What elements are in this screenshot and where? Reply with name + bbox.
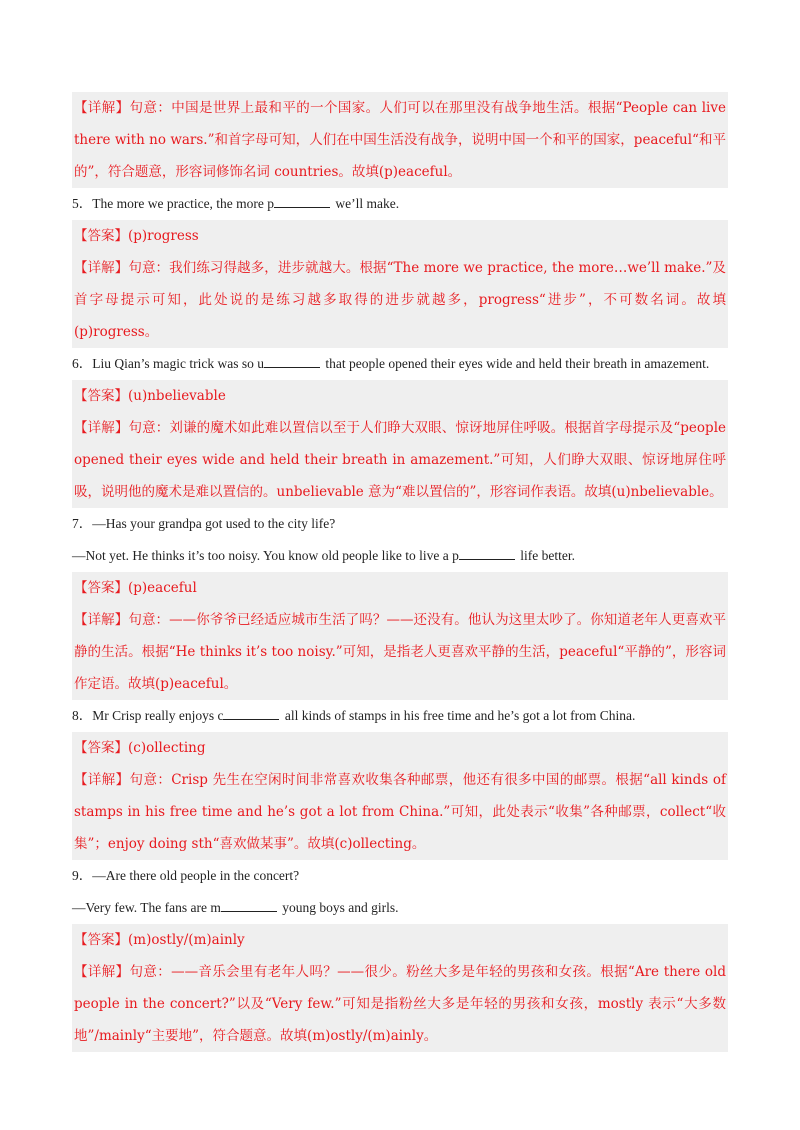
question-8: 8．Mr Crisp really enjoys c all kinds of stamps in his free time and he’s got a lot from China. xyxy=(72,708,636,723)
answer-block: 【答案】(p)eaceful xyxy=(72,572,728,604)
explanation-block: 【详解】句意：刘谦的魔术如此难以置信以至于人们睁大双眼、惊讶地屏住呼吸。根据首字母提示及“people opened their eyes wide and held their breath in amazement.”可知，人们睁大双眼、惊讶地屏住呼吸，说明他的魔术是难以置信的。unbelievable 意为“难以置信的”，形容词作表语。故填(u)nbelievable。 xyxy=(72,412,728,508)
explanation-block: 【详解】句意：——音乐会里有老年人吗？——很少。粉丝大多是年轻的男孩和女孩。根据“Are there old people in the concert?”以及“Very few.”可知是指粉丝大多是年轻的男孩和女孩，mostly 表示“大多数地”/mainly“主要地”，符合题意。故填(m)ostly/(m)ainly。 xyxy=(72,956,728,1052)
question-7-prompt: 7．—Has your grandpa got used to the city life? xyxy=(72,516,336,531)
question-5: 5．The more we practice, the more p we’ll make. xyxy=(72,196,400,211)
answer-block: 【答案】(m)ostly/(m)ainly xyxy=(72,924,728,956)
question-7: —Not yet. He thinks it’s too noisy. You know old people like to live a p life better. xyxy=(72,548,575,563)
answer-blank xyxy=(223,718,279,720)
explanation-block: 【详解】句意：中国是世界上最和平的一个国家。人们可以在那里没有战争地生活。根据“People can live there with no wars.”和首字母可知，人们在中国生活没有战争，说明中国一个和平的国家，peaceful“和平的”，符合题意，形容词修饰名词 countries。故填(p)eaceful。 xyxy=(72,92,728,188)
answer-block: 【答案】(u)nbelievable xyxy=(72,380,728,412)
answer-blank xyxy=(221,910,277,912)
document-page xyxy=(72,92,728,1052)
explanation-block: 【详解】句意：——你爷爷已经适应城市生活了吗？——还没有。他认为这里太吵了。你知道老年人更喜欢平静的生活。根据“He thinks it’s too noisy.”可知，是指老人更喜欢平静的生活，peaceful“平静的”，形容词作定语。故填(p)eaceful。 xyxy=(72,604,728,700)
question-9-prompt: 9．—Are there old people in the concert? xyxy=(72,868,300,883)
question-6: 6．Liu Qian’s magic trick was so u that people opened their eyes wide and held their breath in amazement. xyxy=(72,356,710,371)
answer-blank xyxy=(264,366,320,368)
answer-blank xyxy=(274,206,330,208)
answer-blank xyxy=(459,558,515,560)
question-9: —Very few. The fans are m young boys and girls. xyxy=(72,900,399,915)
answer-block: 【答案】(p)rogress xyxy=(72,220,728,252)
answer-block: 【答案】(c)ollecting xyxy=(72,732,728,764)
explanation-block: 【详解】句意：Crisp 先生在空闲时间非常喜欢收集各种邮票，他还有很多中国的邮票。根据“all kinds of stamps in his free time and he’s got a lot from China.”可知，此处表示“收集”各种邮票，collect“收集”；enjoy doing sth“喜欢做某事”。故填(c)ollecting。 xyxy=(72,764,728,860)
explanation-block: 【详解】句意：我们练习得越多，进步就越大。根据“The more we practice, the more…we’ll make.”及首字母提示可知，此处说的是练习越多取得的进步就越多，progress“进步”，不可数名词。故填(p)rogress。 xyxy=(72,252,728,348)
